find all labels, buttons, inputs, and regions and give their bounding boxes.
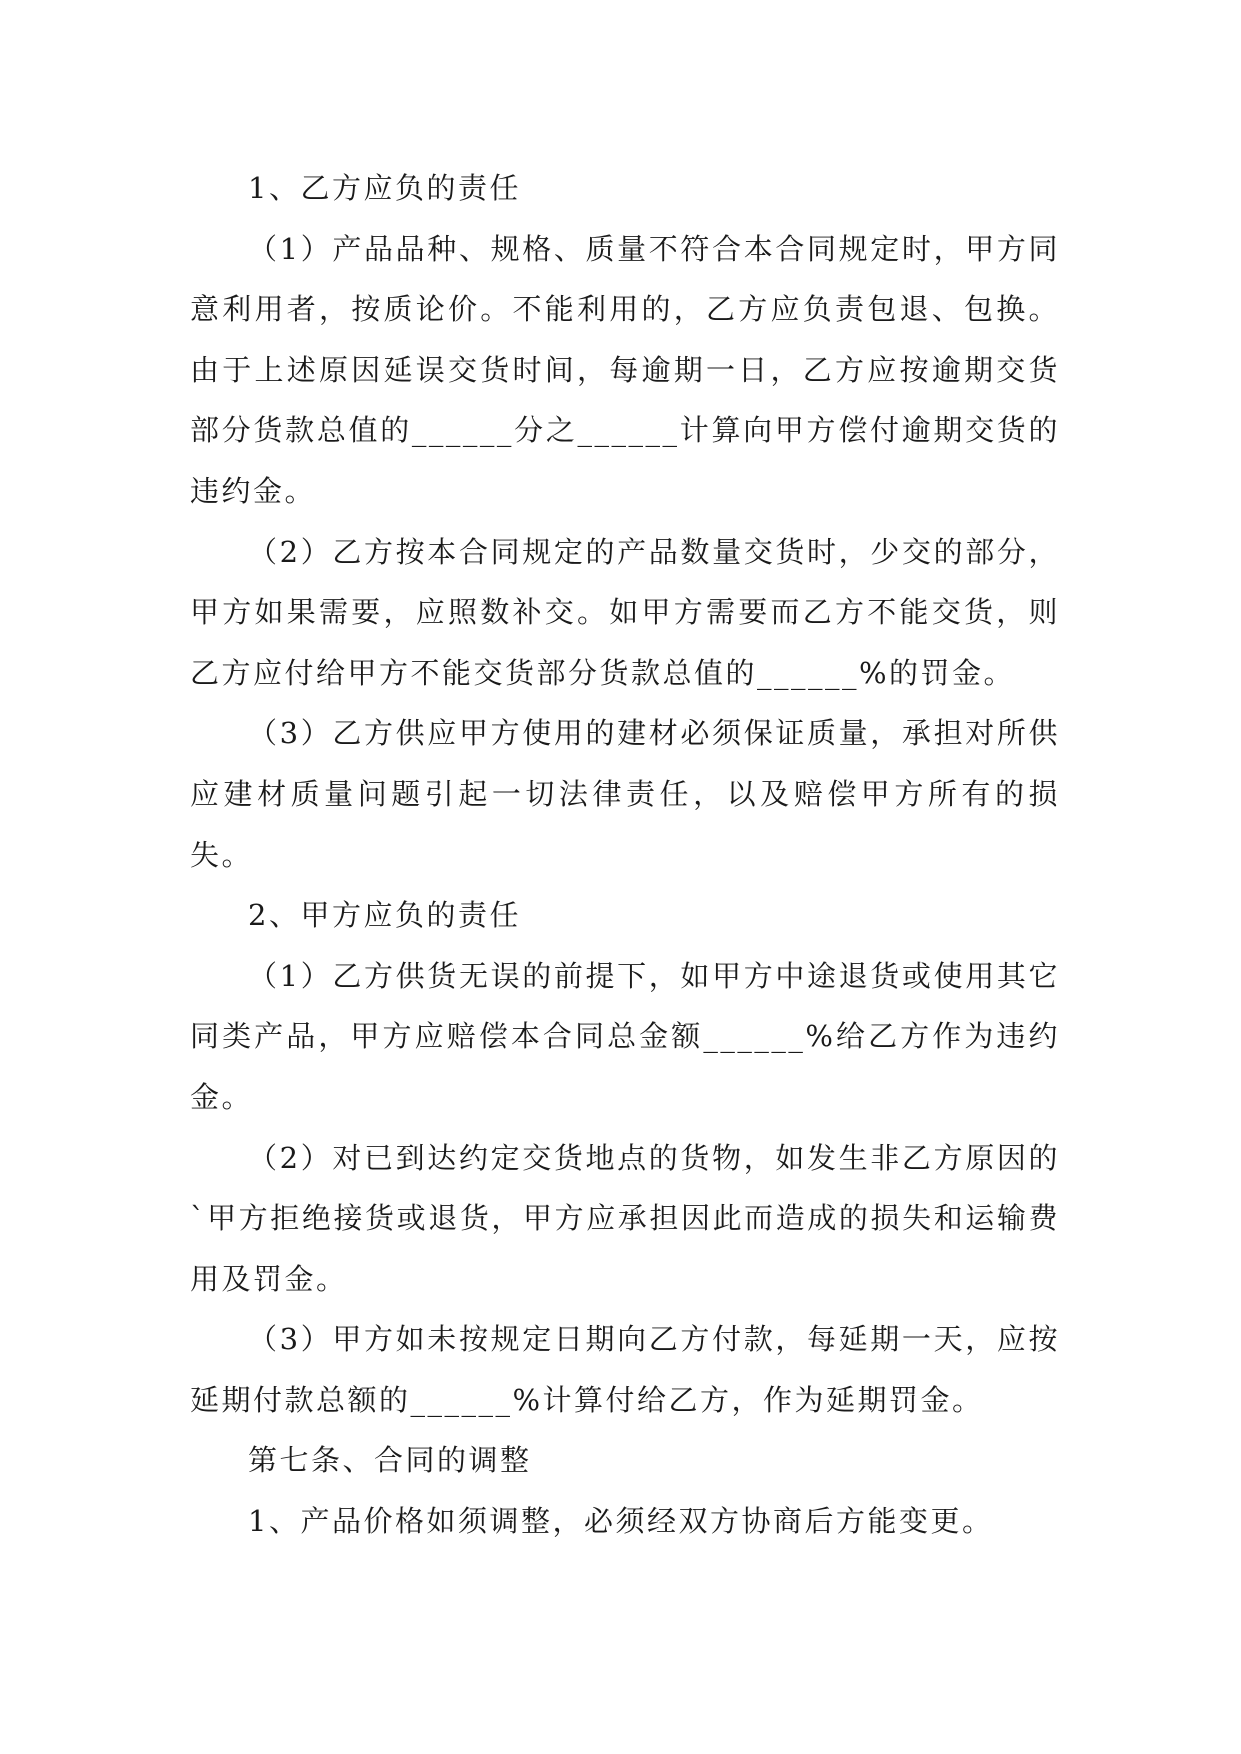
section-heading-party-a-liability: 2、甲方应负的责任 [248, 898, 521, 933]
clause-b-2-quantity: （2）乙方按本合同规定的产品数量交货时，少交的部分，甲方如果需要，应照数补交。如甲方需要而乙方不能交货，则乙方应付给甲方不能交货部分货款总值的______%的罚金。 [190, 534, 1060, 690]
clause-a-2-refusal: （2）对已到达约定交货地点的货物，如发生非乙方原因的`甲方拒绝接货或退货，甲方应承担因此而造成的损失和运输费用及罚金。 [190, 1140, 1060, 1296]
clause-b-3-materials: （3）乙方供应甲方使用的建材必须保证质量，承担对所供应建材质量问题引起一切法律责任，以及赔偿甲方所有的损失。 [190, 716, 1060, 872]
clause-7-1-price: 1、产品价格如须调整，必须经双方协商后方能变更。 [248, 1504, 994, 1539]
section-heading-party-b-liability: 1、乙方应负的责任 [248, 171, 521, 205]
clause-a-1-return: （1）乙方供货无误的前提下，如甲方中途退货或使用其它同类产品，甲方应赔偿本合同总金额______%给乙方作为违约金。 [190, 958, 1060, 1114]
clause-a-3-payment: （3）甲方如未按规定日期向乙方付款，每延期一天，应按延期付款总额的______%计算付给乙方，作为延期罚金。 [190, 1322, 1060, 1417]
document-body [190, 158, 1060, 1552]
article-seven-heading: 第七条、合同的调整 [248, 1443, 532, 1478]
clause-b-1-quality: （1）产品品种、规格、质量不符合本合同规定时，甲方同意利用者，按质论价。不能利用的，乙方应负责包退、包换。由于上述原因延误交货时间，每逾期一日，乙方应按逾期交货部分货款总值的______分之______计算向甲方偿付逾期交货的违约金。 [190, 231, 1060, 508]
